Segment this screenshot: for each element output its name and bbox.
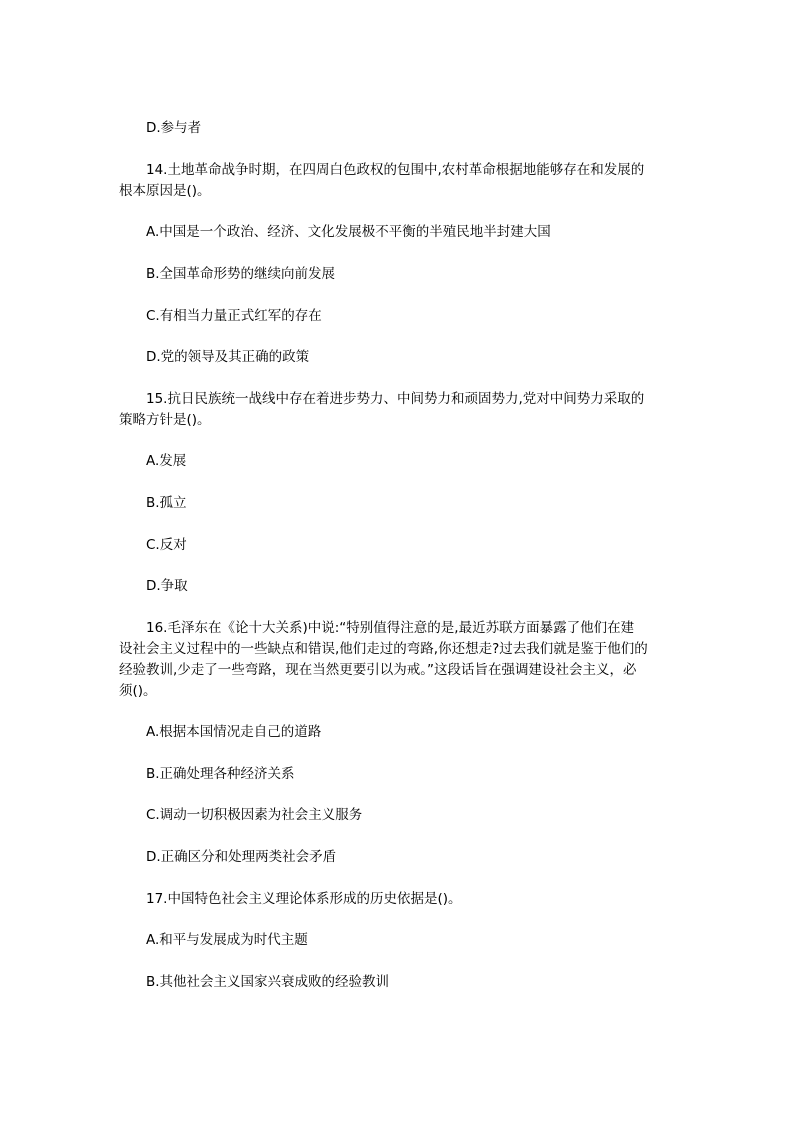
question-16-stem-line3: 经验教训,少走了一些弯路，现在当然更要引以为戒。”这段话旨在强调建设社会主义，必 xyxy=(119,662,637,678)
question-15-option-c: C.反对 xyxy=(146,537,187,553)
question-16-stem-line4: 须()。 xyxy=(119,683,157,699)
question-14-option-c: C.有相当力量正式红军的存在 xyxy=(146,308,322,324)
question-15-option-b: B.孤立 xyxy=(146,495,187,511)
question-15-stem-line2: 策略方针是()。 xyxy=(119,412,211,428)
question-14-stem-line2: 根本原因是()。 xyxy=(119,183,211,199)
question-16-option-d: D.正确区分和处理两类社会矛盾 xyxy=(146,849,337,865)
question-14-stem-line1: 14.土地革命战争时期，在四周白色政权的包围中,农村革命根据地能够存在和发展的 xyxy=(146,162,645,178)
question-17-option-a: A.和平与发展成为时代主题 xyxy=(146,932,308,948)
question-14-option-b: B.全国革命形势的继续向前发展 xyxy=(146,266,336,282)
question-17-stem-line1: 17.中国特色社会主义理论体系形成的历史依据是()。 xyxy=(146,891,462,907)
question-16-stem-line1: 16.毛泽东在《论十大关系)中说:“特别值得注意的是,最近苏联方面暴露了他们在建 xyxy=(146,620,635,636)
question-16-stem-line2: 设社会主义过程中的一些缺点和错误,他们走过的弯路,你还想走?过去我们就是鉴于他们的 xyxy=(119,641,648,657)
question-14-option-a: A.中国是一个政治、经济、文化发展极不平衡的半殖民地半封建大国 xyxy=(146,224,551,240)
question-15-stem-line1: 15.抗日民族统一战线中存在着进步势力、中间势力和顽固势力,党对中间势力采取的 xyxy=(146,391,645,407)
question-15-option-a: A.发展 xyxy=(146,453,187,469)
question-16-option-c: C.调动一切积极因素为社会主义服务 xyxy=(146,807,363,823)
question-14-option-d: D.党的领导及其正确的政策 xyxy=(146,349,310,365)
option-prev-d: D.参与者 xyxy=(146,120,202,136)
question-17-option-b: B.其他社会主义国家兴衰成败的经验教训 xyxy=(146,974,390,990)
question-16-option-b: B.正确处理各种经济关系 xyxy=(146,766,295,782)
question-15-option-d: D.争取 xyxy=(146,578,188,594)
question-16-option-a: A.根据本国情况走自己的道路 xyxy=(146,724,322,740)
